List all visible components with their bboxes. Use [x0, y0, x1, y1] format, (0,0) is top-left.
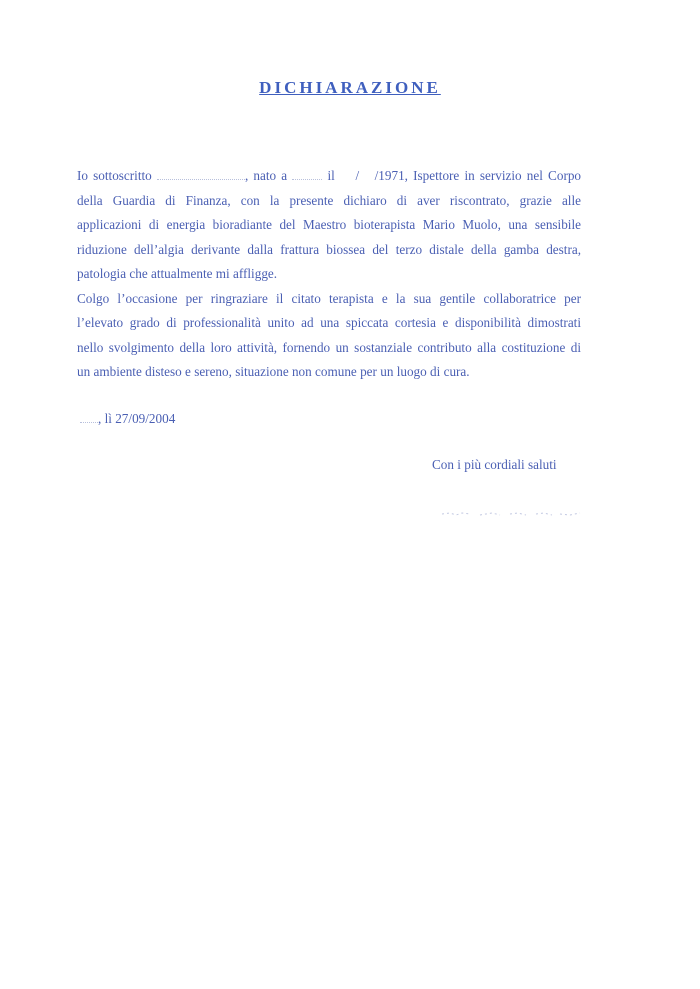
text-line: un ambiente disteso e sereno, situazione non comune per un luogo di cura. — [77, 364, 470, 379]
signature-redacted — [440, 505, 590, 519]
closing-salutation: Con i più cordiali saluti — [432, 457, 557, 472]
text-fragment: /1971, Ispettore in servizio nel Corpo — [374, 168, 582, 183]
paragraph-declaration — [77, 164, 581, 287]
text-fragment: Io sottoscritto — [77, 168, 152, 183]
text-line: riduzione dell’algia derivante dalla frattura biossea del terzo distale della gamba destra, — [77, 241, 581, 257]
text-line: l’elevato grado di professionalità unito ad una spiccata cortesia e disponibilità dimostrati — [77, 315, 581, 330]
redacted-birthplace — [292, 178, 322, 180]
text-fragment: / — [355, 168, 360, 183]
redacted-name — [157, 178, 245, 180]
text-line: applicazioni di energia bioradiante del Maestro bioterapista Mario Muolo, una sensibile — [77, 217, 581, 232]
text-line — [77, 164, 581, 189]
date-text: , lì 27/09/2004 — [98, 411, 176, 426]
paragraph-thanks — [77, 287, 581, 385]
text-fragment: il — [327, 168, 335, 183]
document-body — [77, 164, 581, 385]
text-fragment: , nato a — [244, 168, 288, 183]
text-line: patologia che attualmente mi affligge. — [77, 266, 278, 281]
document-title: DICHIARAZIONE — [259, 78, 441, 97]
redacted-place — [80, 421, 98, 423]
place-date-line — [80, 411, 175, 427]
text-line: Colgo l’occasione per ringraziare il citato terapista e la sua gentile collaboratrice per — [77, 290, 581, 306]
text-line: della Guardia di Finanza, con la presente dichiaro di aver riscontrato, grazie alle — [77, 192, 581, 208]
text-line: nello svolgimento della loro attività, fornendo un sostanziale contributo alla costituzione di — [77, 339, 581, 355]
